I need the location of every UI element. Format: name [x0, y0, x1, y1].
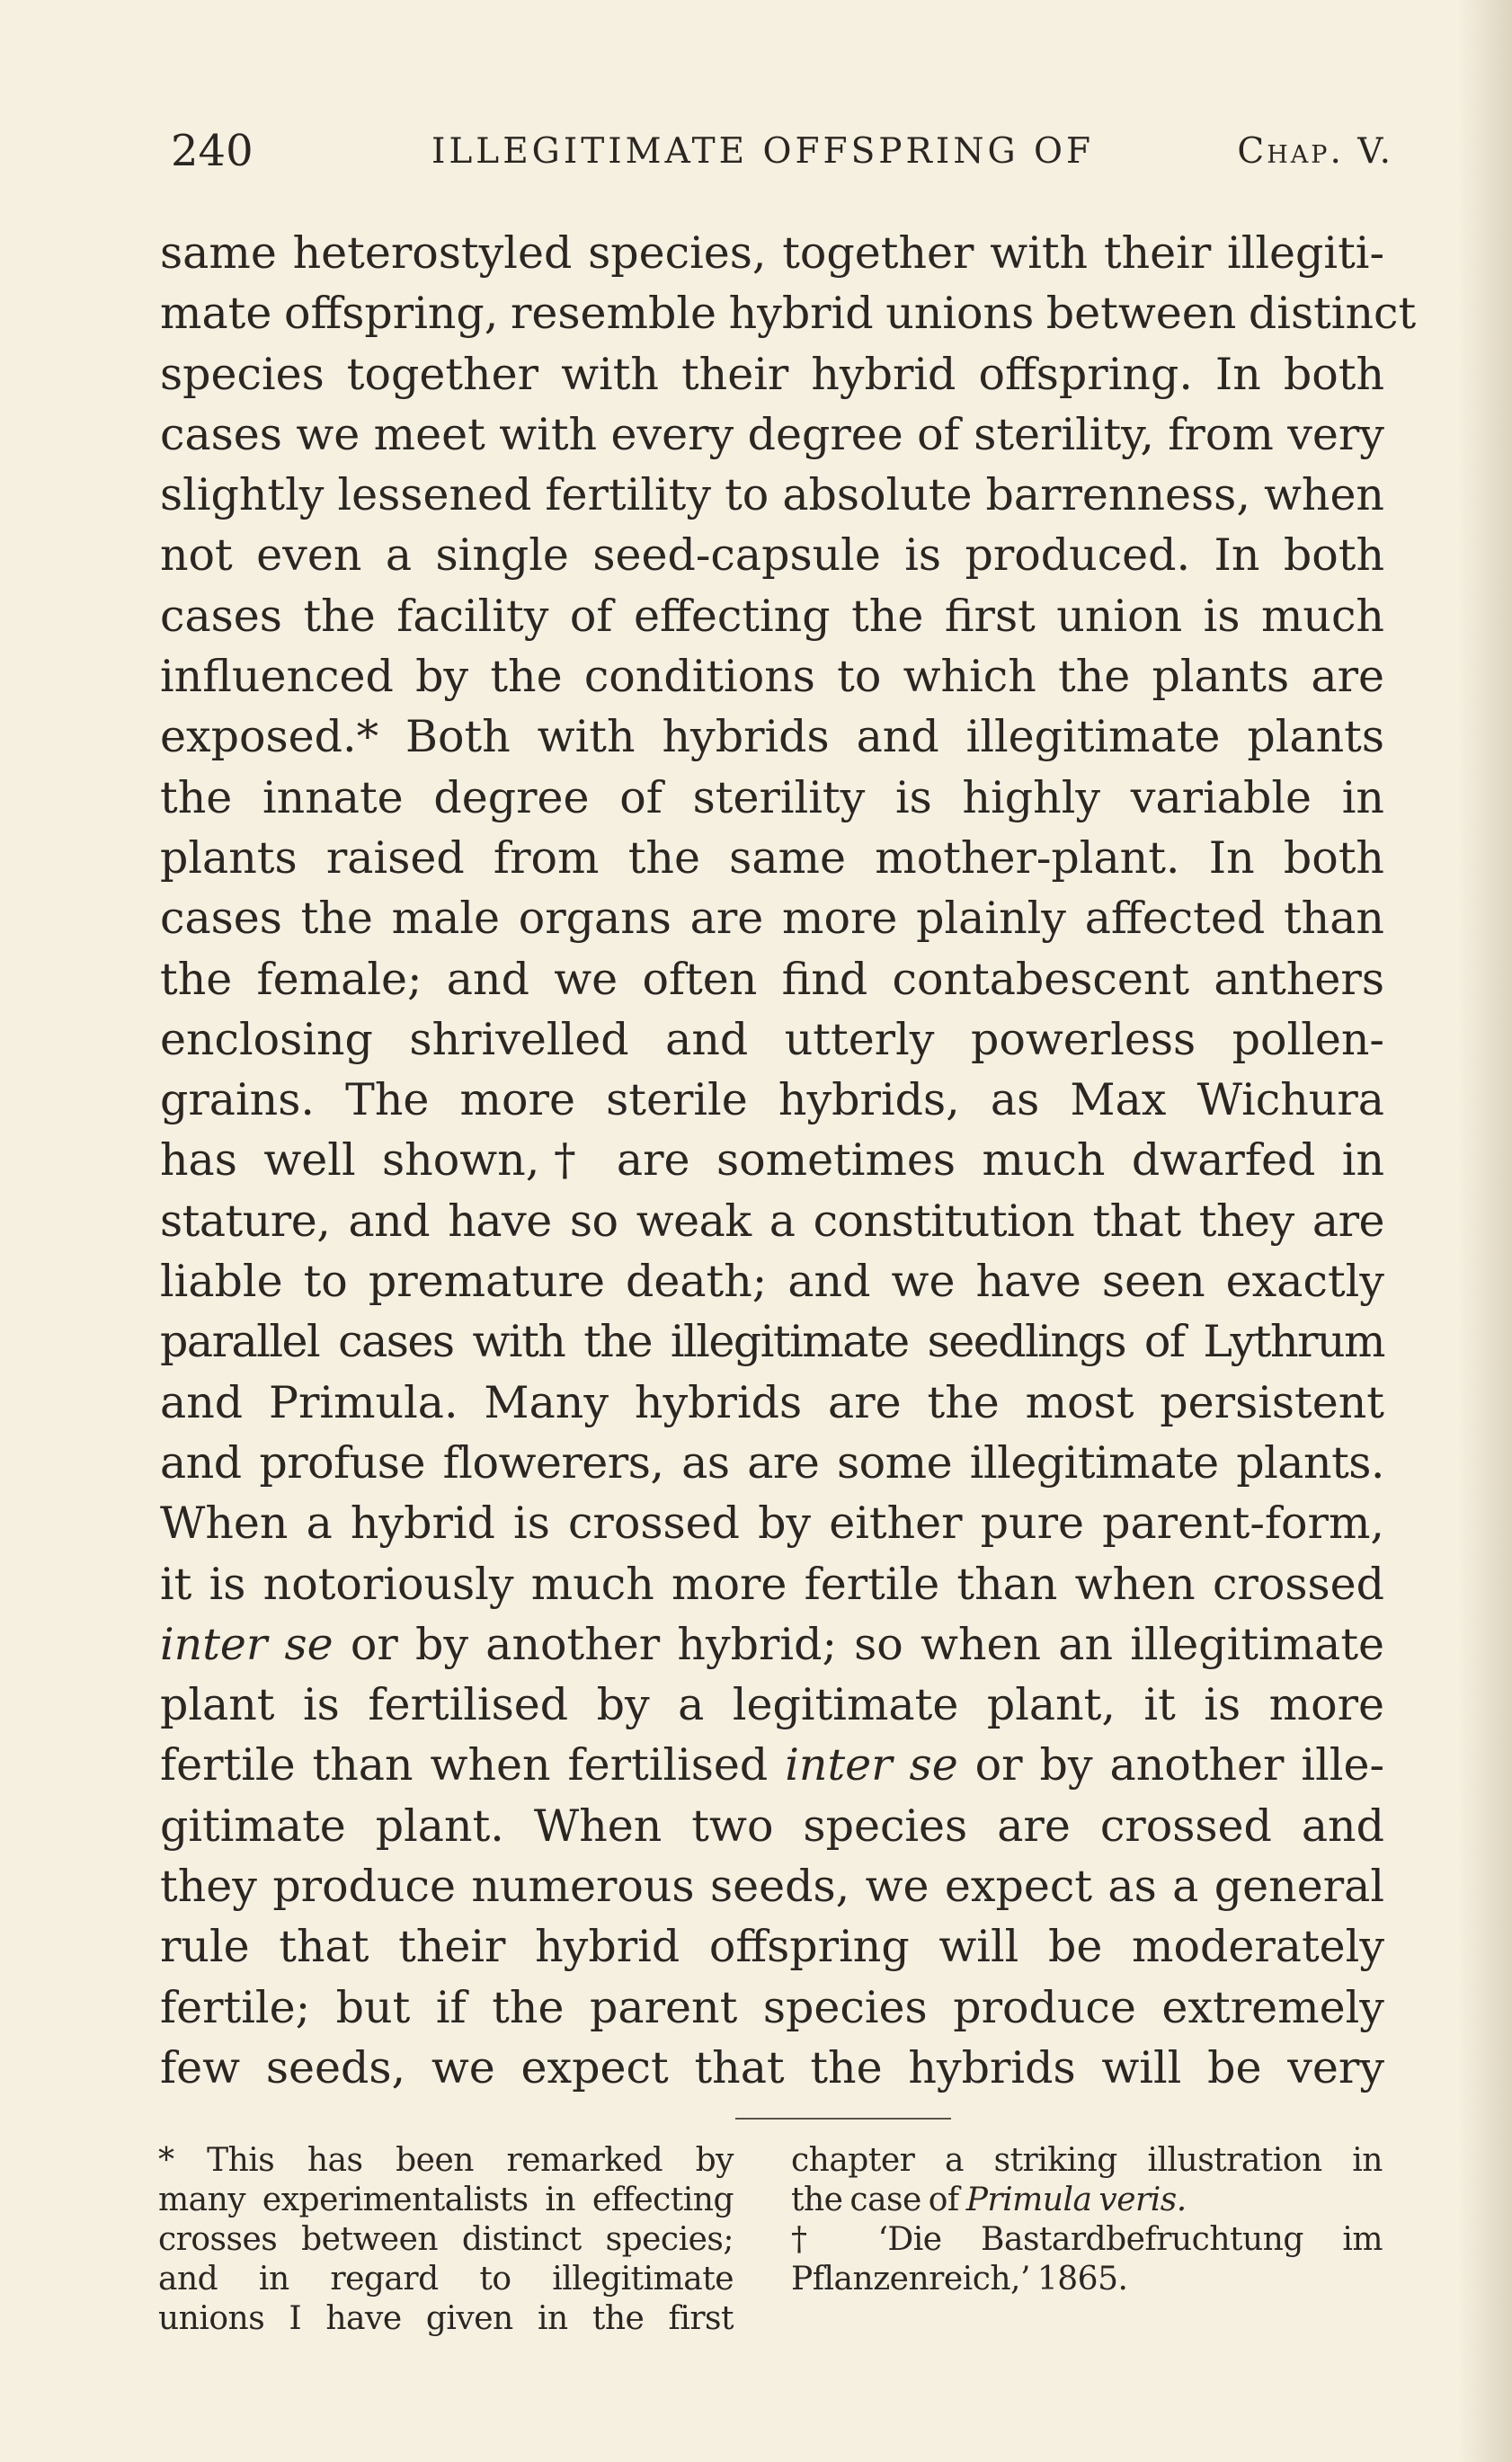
text-line: influenced by the conditions to which the plants are [160, 651, 1384, 703]
text-line-with-italic [160, 1735, 1384, 1795]
footnote-line: Pflanzenreich,’ 1865. [791, 2261, 1128, 2298]
text-line: and Primula. Many hybrids are the most persistent [160, 1376, 1384, 1428]
text-line: the female; and we often find contabescent anthers [160, 953, 1384, 1005]
text-line-rest: or by another hybrid; so when an illegitimate [350, 1618, 1385, 1670]
text-line-start: fertile than when fertilised [160, 1739, 769, 1791]
footnote-line: * This has been remarked by [158, 2142, 734, 2179]
text-line: cases the male organs are more plainly affected than [160, 893, 1384, 945]
footnote-line-with-italic [791, 2181, 1383, 2220]
text-line-end: or by another ille- [974, 1739, 1384, 1791]
footnotes [158, 2141, 1383, 2357]
text-line: it is notoriously much more fertile than when crossed [160, 1558, 1384, 1610]
text-line: has well shown,† are sometimes much dwarfed in [160, 1134, 1384, 1187]
chapter-label: Chap. V. [1237, 131, 1393, 172]
page-number: 240 [171, 126, 253, 176]
footnote-line-start: the case of [791, 2182, 959, 2218]
text-line: cases the facility of effecting the first union is much [160, 590, 1384, 642]
text-line: not even a single seed-capsule is produced. In both [160, 529, 1384, 582]
text-line: plant is fertilised by a legitimate plant, it is more [160, 1679, 1384, 1731]
body-text [160, 223, 1417, 2098]
footnote-line: crosses between distinct species; [158, 2221, 734, 2258]
text-line: species together with their hybrid offspring. In both [160, 348, 1384, 400]
text-line: cases we meet with every degree of sterility, from very [160, 408, 1384, 460]
text-line: same heterostyled species, together with their illegiti- [160, 227, 1384, 279]
text-line: enclosing shrivelled and utterly powerless pollen- [160, 1013, 1384, 1065]
text-line: the innate degree of sterility is highly variable in [160, 771, 1384, 823]
footnote-line: † ‘Die Bastardbefruchtung im [791, 2221, 1383, 2258]
footnote-line: unions I have given in the first [158, 2300, 734, 2337]
text-line: grains. The more sterile hybrids, as Max Wichura [160, 1074, 1384, 1126]
footnote-line: and in regard to illegitimate [158, 2261, 734, 2298]
text-line: liable to premature death; and we have seen exactly [160, 1256, 1384, 1308]
text-line: few seeds, we expect that the hybrids will be very [160, 2041, 1384, 2093]
italic-species-name: Primula veris. [965, 2182, 1187, 2218]
text-line-with-italic [160, 1614, 1384, 1675]
text-line: fertile; but if the parent species produce extremely [160, 1981, 1384, 2033]
footnote-line: chapter a striking illustration in [791, 2142, 1383, 2179]
text-line: slightly lessened fertility to absolute barrenness, when [160, 469, 1384, 521]
italic-phrase: inter se [785, 1739, 958, 1791]
page-header [171, 126, 1402, 180]
text-line: parallel cases with the illegitimate seedlings of Lythrum [160, 1316, 1384, 1368]
text-line: and profuse flowerers, as are some illegitimate plants. [160, 1436, 1384, 1489]
footnote-column-left [158, 2141, 734, 2339]
text-line: exposed.* Both with hybrids and illegitimate plants [160, 711, 1384, 763]
running-head: ILLEGITIMATE OFFSPRING OF [431, 131, 1095, 172]
footnote-line: many experimentalists in effecting [158, 2182, 734, 2218]
text-line: When a hybrid is crossed by either pure parent-form, [160, 1498, 1384, 1550]
text-line: they produce numerous seeds, we expect as a general [160, 1861, 1384, 1913]
footnote-column-right [791, 2141, 1383, 2299]
page-edge-shadow [1458, 0, 1512, 2462]
text-line: rule that their hybrid offspring will be moderately [160, 1921, 1384, 1973]
italic-phrase: inter se [160, 1618, 334, 1670]
text-line: mate offspring, resemble hybrid unions between distinct [160, 288, 1417, 340]
text-line: plants raised from the same mother-plant. In both [160, 831, 1384, 884]
footnote-rule [735, 2118, 951, 2120]
text-line: stature, and have so weak a constitution that they are [160, 1195, 1384, 1247]
text-line: gitimate plant. When two species are crossed and [160, 1800, 1384, 1852]
